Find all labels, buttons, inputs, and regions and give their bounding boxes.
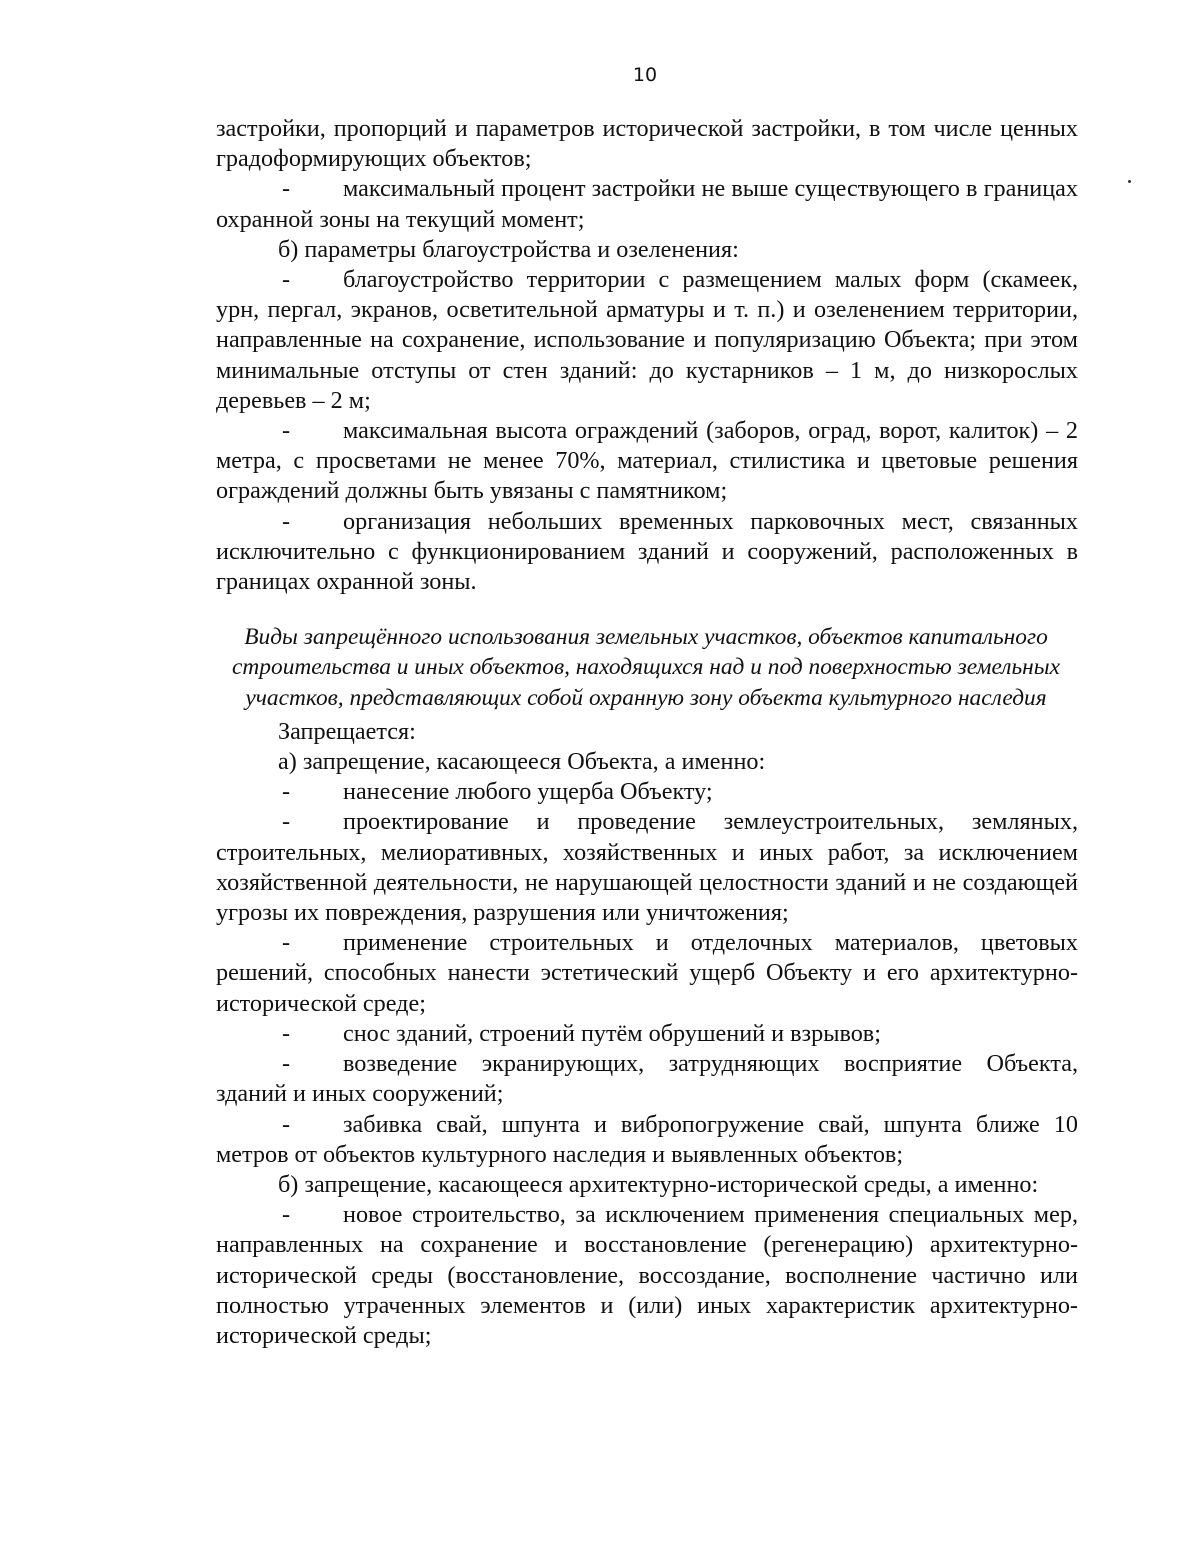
bullet-text: снос зданий, строений путём обрушений и взрывов;: [343, 1019, 881, 1047]
bullet-item: [216, 1019, 1078, 1049]
bullet-text: проектирование и проведение землеустроительных, земляных, строительных, мелиоративных, хозяйственных и иных работ, за исключением хозяйственной деятельности, не нарушающей целостности зданий и не создающей угрозы их повреждения, разрушения или уничтожения;: [216, 808, 1078, 927]
bullet-text: применение строительных и отделочных материалов, цветовых решений, способных нанести эстетический ущерб Объекту и его архитектурно-исторической среде;: [216, 929, 1078, 1017]
bullet-text: благоустройство территории с размещением малых форм (скамеек, урн, пергал, экранов, осветительной арматуры и т. п.) и озеленением территории, направленные на сохранение, использование и популяризацию Объекта; при этом минимальные отступы от стен зданий: до кустарников – 1 м, до низкорослых деревьев – 2 м;: [216, 266, 1078, 414]
dash-marker: -: [282, 266, 291, 294]
bullet-text: организация небольших временных парковочных мест, связанных исключительно с функционированием зданий и сооружений, расположенных в границах охранной зоны.: [216, 507, 1078, 596]
bullet-text: возведение экранирующих, затрудняющих восприятие Объекта, зданий и иных сооружений;: [216, 1050, 1078, 1108]
bullet-item: [216, 1110, 1078, 1170]
bullet-item: [216, 174, 1078, 234]
bullet-text: максимальный процент застройки не выше существующего в границах охранной зоны на текущий момент;: [216, 175, 1078, 233]
document-body: [216, 114, 1078, 1351]
section-heading: Виды запрещённого использования земельных участков, объектов капитального строительства и иных объектов, находящихся над и под поверхностью земельных участков, представляющих собой охранную зону объекта культурного наследия: [232, 624, 1060, 711]
dash-marker: -: [282, 1050, 291, 1078]
dash-marker: -: [282, 1110, 291, 1138]
dash-marker: -: [282, 507, 291, 535]
scan-speck: [1128, 180, 1131, 183]
bullet-item: [216, 777, 1078, 807]
dash-marker: -: [282, 778, 291, 806]
bullet-item: [216, 1049, 1078, 1109]
bullet-item: [216, 265, 1078, 416]
bullet-text: нанесение любого ущерба Объекту;: [343, 778, 713, 806]
bullet-item: [216, 1200, 1078, 1351]
dash-marker: -: [282, 175, 291, 203]
bullet-text: забивка свай, шпунта и вибропогружение свай, шпунта ближе 10 метров от объектов культурного наследия и выявленных объектов;: [216, 1110, 1078, 1168]
bullet-item: [216, 507, 1078, 598]
bullet-text: новое строительство, за исключением применения специальных мер, направленных на сохранение и восстановление (регенерацию) архитектурно-исторической среды (восстановление, воссоздание, восполнение частично или полностью утраченных элементов и (или) иных характеристик архитектурно-исторической среды;: [216, 1201, 1078, 1349]
bullet-item: [216, 807, 1078, 928]
dash-marker: -: [282, 929, 291, 957]
dash-marker: -: [282, 808, 291, 836]
page-number: 10: [632, 64, 658, 86]
paragraph: застройки, пропорций и параметров исторической застройки, в том числе ценных градоформирующих объектов;: [216, 115, 1078, 173]
bullet-item: [216, 928, 1078, 1019]
dash-marker: -: [282, 1201, 291, 1229]
paragraph: Запрещается:: [278, 717, 416, 745]
paragraph: б) запрещение, касающееся архитектурно-исторической среды, а именно:: [278, 1170, 1039, 1198]
dash-marker: -: [282, 1019, 291, 1047]
dash-marker: -: [282, 417, 291, 445]
paragraph: б) параметры благоустройства и озеленения:: [278, 235, 739, 263]
bullet-item: [216, 416, 1078, 507]
paragraph: а) запрещение, касающееся Объекта, а именно:: [278, 748, 766, 776]
bullet-text: максимальная высота ограждений (заборов, оград, ворот, калиток) – 2 метра, с просветами не менее 70%, материал, стилистика и цветовые решения ограждений должны быть увязаны с памятником;: [216, 417, 1078, 505]
